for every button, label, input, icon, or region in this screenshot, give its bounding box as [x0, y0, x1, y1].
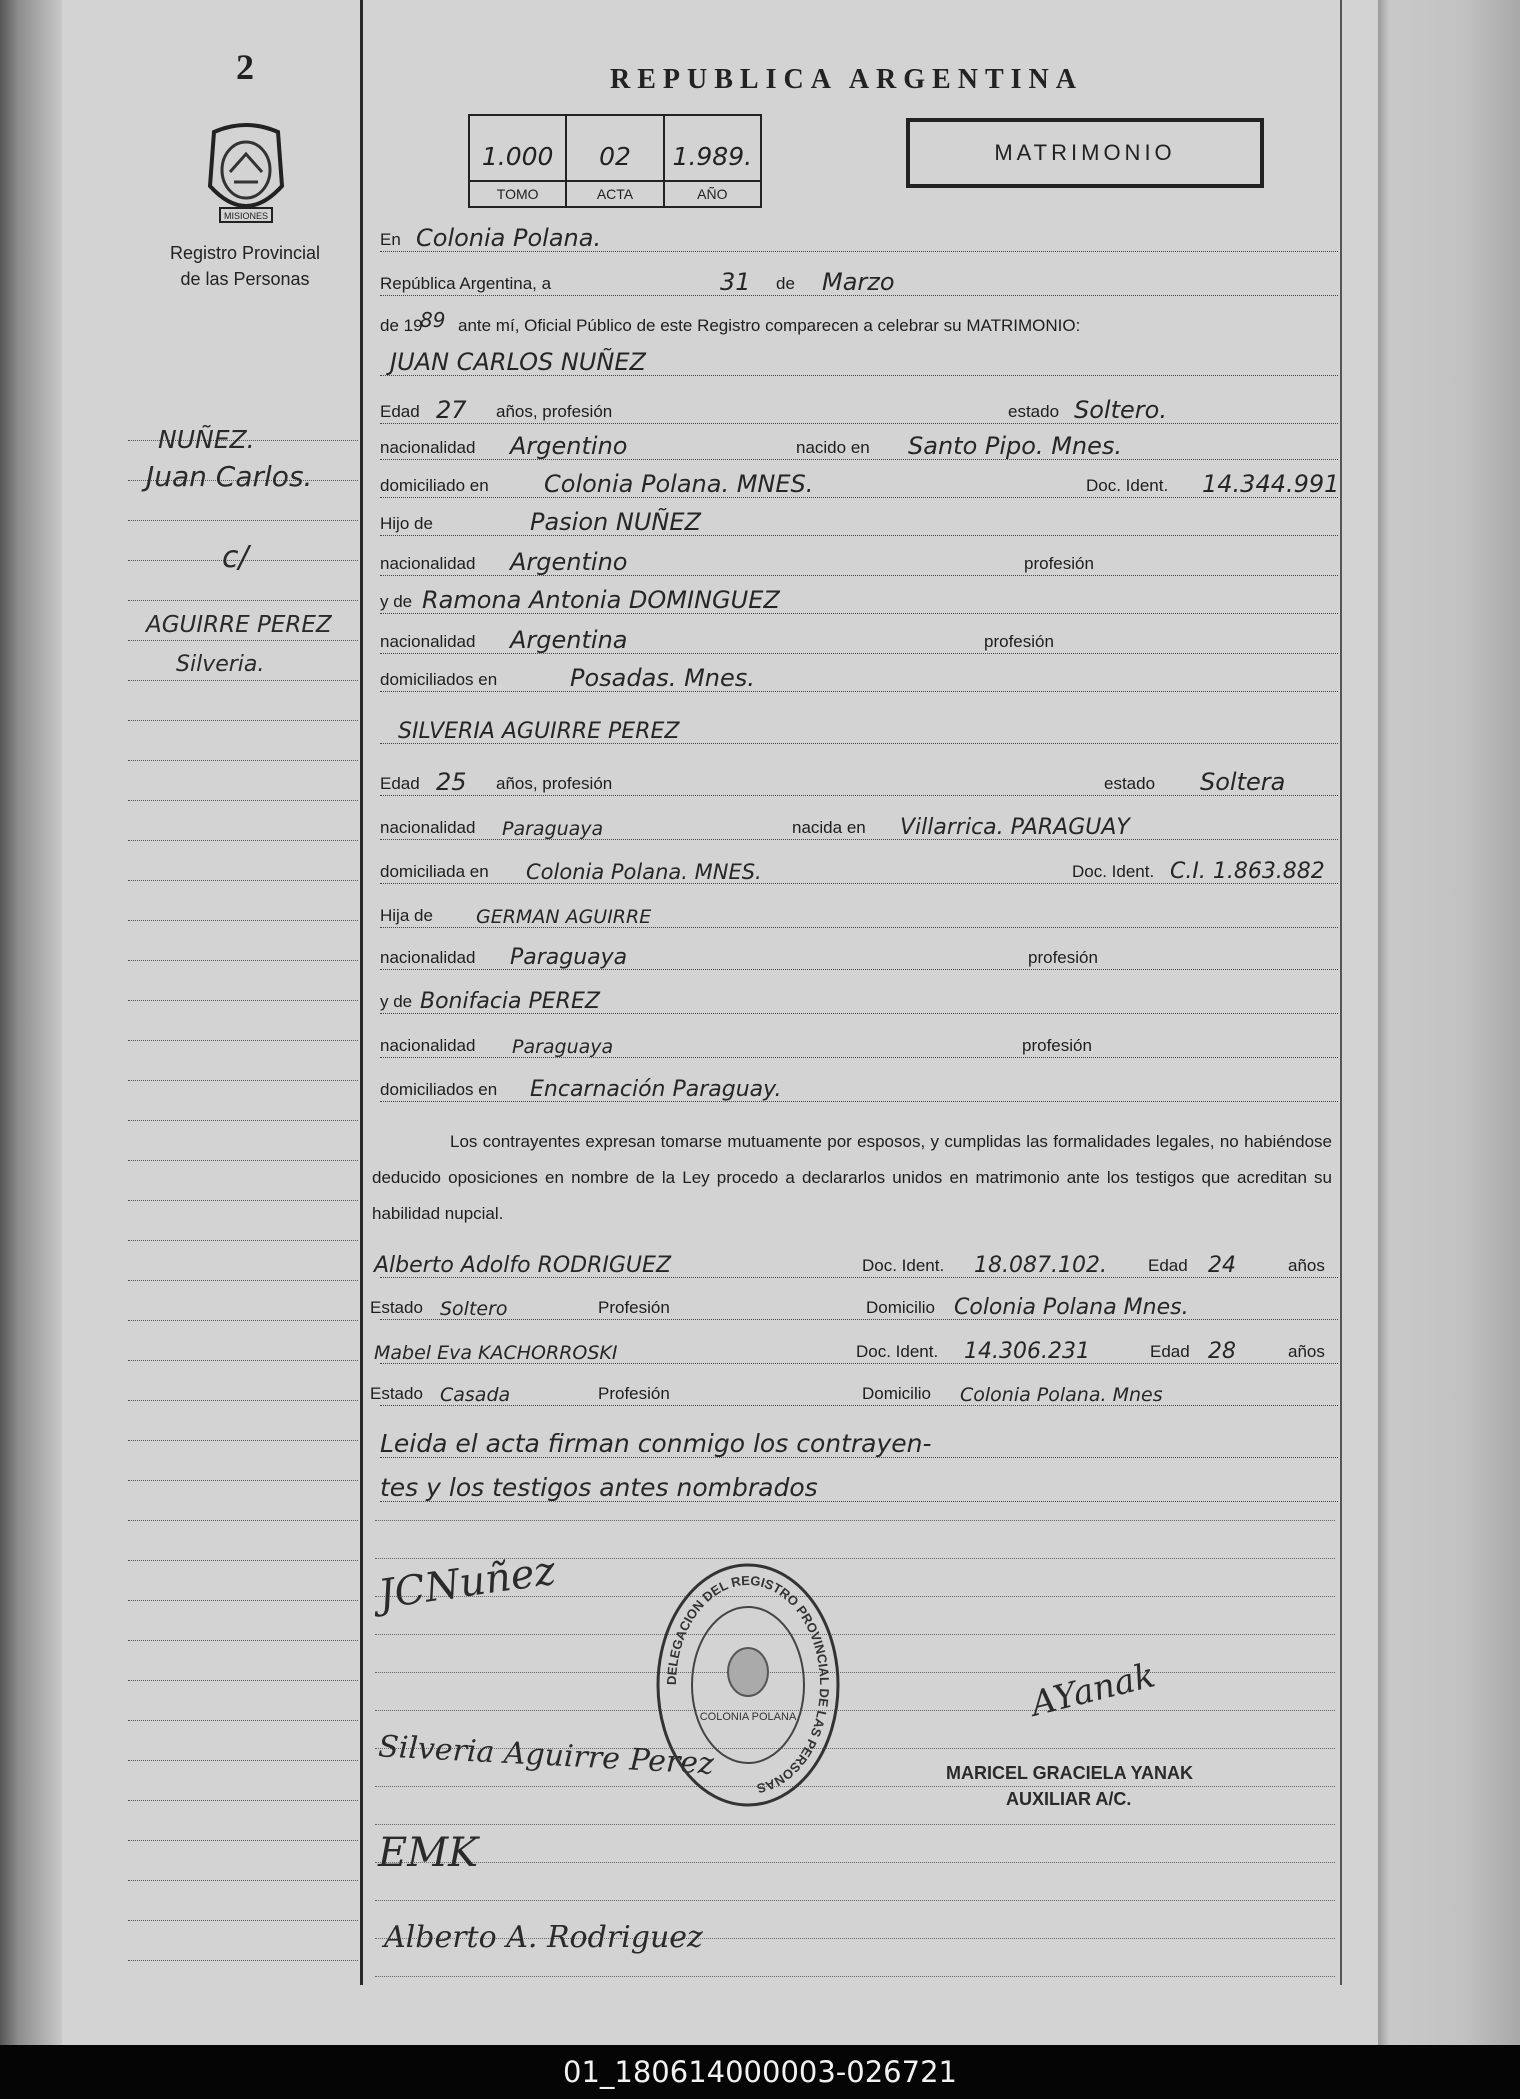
bride-nationality: Paraguaya [502, 818, 604, 840]
row-bride-mother: y de Bonifacia PEREZ [380, 982, 1338, 1020]
record-reference-box [468, 114, 762, 208]
margin-rule-line [128, 1000, 358, 1001]
margin-rule-line [128, 760, 358, 761]
margin-rule-line [128, 1800, 358, 1801]
stamp-inner-text: COLONIA POLANA [699, 1711, 797, 1723]
row-bride-name [380, 706, 1338, 750]
document-type-box: MATRIMONIO [906, 118, 1264, 188]
body-rule-line [375, 1710, 1335, 1711]
row-witness2-name: Mabel Eva KACHORROSKI Doc. Ident. 14.306.231 Edad 28 años [380, 1332, 1338, 1370]
row-groom-age: Edad 27 años, profesión estado Soltero. [380, 392, 1338, 430]
groom-document: 14.344.991 [1202, 470, 1340, 498]
row-groom-mother: y de Ramona Antonia DOMINGUEZ [380, 582, 1338, 620]
margin-rule-line [128, 1560, 358, 1561]
provincial-crest-icon [200, 122, 292, 230]
row-bride-parents-address: domiciliados en Encarnación Paraguay. [380, 1070, 1338, 1108]
margin-rule-line [128, 1920, 358, 1921]
margin-rule-line [128, 1040, 358, 1041]
bride-parents-address: Encarnación Paraguay. [530, 1077, 782, 1102]
margin-rule-line [128, 1680, 358, 1681]
declaration-paragraph: Los contrayentes expresan tomarse mutuamente por esposos, y cumplidas las formalidades legales, no habiéndose deducido oposiciones en nombre de la Ley procedo a declararlos unidos en matrimonio ante los testigos que acreditan su habilidad nupcial. [372, 1132, 1332, 1223]
margin-rule-line [128, 680, 358, 681]
margin-rule-line [128, 960, 358, 961]
signature-groom: JCNuñez [375, 1547, 559, 1619]
stamp-outer-text: DELEGACION DEL REGISTRO PROVINCIAL DE LAS PERSONAS [663, 1572, 833, 1797]
witness1-address: Colonia Polana Mnes. [954, 1295, 1189, 1320]
row-groom-parents-address: domiciliados en Posadas. Mnes. [380, 660, 1338, 698]
row-bride-nationality: nacionalidad Paraguaya nacida en Villarrica. PARAGUAY [380, 808, 1338, 846]
bride-father-nationality: Paraguaya [510, 945, 628, 970]
groom-address: Colonia Polana. MNES. [544, 470, 814, 498]
acta-cell: 02 ACTA [567, 116, 664, 206]
row-witness1-status: Estado Soltero Profesión Domicilio Colonia Polana Mnes. [380, 1288, 1338, 1326]
witness2-document: 14.306.231 [964, 1339, 1090, 1364]
margin-rule-line [128, 1080, 358, 1081]
row-witness2-status: Estado Casada Profesión Domicilio Colonia Polana. Mnes [380, 1374, 1338, 1412]
official-title: AUXILIAR A/C. [1006, 1789, 1132, 1809]
row-closing-2 [380, 1464, 1338, 1508]
row-place: En Colonia Polana. [380, 220, 1338, 258]
margin-rule-line [128, 1840, 358, 1841]
margin-rule-line [128, 1960, 358, 1961]
row-closing-1 [380, 1420, 1338, 1464]
body-rule-line [375, 1672, 1335, 1673]
margin-rule-line [128, 1880, 358, 1881]
margin-rule-line [128, 1520, 358, 1521]
witness1-document: 18.087.102. [974, 1253, 1107, 1278]
crest-text: MISIONES [223, 211, 269, 221]
bride-mother-nationality: Paraguaya [512, 1036, 614, 1058]
next-page-edge [1378, 0, 1520, 2045]
witness1-age: 24 [1208, 1253, 1236, 1278]
bride-age: 25 [436, 768, 467, 796]
registry-name: Registro Provincial de las Personas [169, 243, 321, 289]
row-bride-age: Edad 25 años, profesión estado Soltera [380, 764, 1338, 802]
official-name: MARICEL GRACIELA YANAK [946, 1763, 1194, 1783]
margin-rule-line [128, 1640, 358, 1641]
registry-stamp-icon [652, 1560, 844, 1810]
margin-conjunction: c/ [222, 540, 249, 575]
margin-rule-line [128, 840, 358, 841]
bride-name: SILVERIA AGUIRRE PEREZ [398, 719, 680, 744]
margin-rule-line [128, 1600, 358, 1601]
groom-birthplace: Santo Pipo. Mnes. [908, 432, 1123, 460]
margin-rule-line [128, 1360, 358, 1361]
row-groom-address: domiciliado en Colonia Polana. MNES. Doc. Ident. 14.344.991 [380, 470, 1340, 498]
groom-parents-address: Posadas. Mnes. [570, 664, 755, 692]
official-block [946, 1760, 1193, 1812]
body-rule-line [375, 1634, 1335, 1635]
margin-rule-line [128, 920, 358, 921]
row-witness1-name: Alberto Adolfo RODRIGUEZ Doc. Ident. 18.087.102. Edad 24 años [380, 1246, 1338, 1284]
year-value: 89 [420, 308, 446, 332]
groom-civil-status: Soltero. [1074, 396, 1167, 424]
binding-edge [0, 0, 62, 2045]
signature-witness1: Alberto A. Rodriguez [384, 1920, 703, 1955]
margin-rule-line [128, 1320, 358, 1321]
ano-cell: 1.989. AÑO [665, 116, 760, 206]
row-groom-nationality: nacionalidad Argentino nacido en Santo Pipo. Mnes. [380, 428, 1338, 466]
margin-rule-line [128, 600, 358, 601]
groom-name: JUAN CARLOS NUÑEZ [390, 348, 646, 376]
margin-rule-line [128, 520, 358, 521]
footer-code: 01_180614000003-026721 [0, 2045, 1520, 2099]
tomo-cell: 1.000 TOMO [470, 116, 567, 206]
margin-name-bride: Silveria. [176, 652, 265, 677]
groom-mother: Ramona Antonia DOMINGUEZ [422, 586, 780, 614]
body-rule-line [375, 1862, 1335, 1863]
body-rule-line [375, 1900, 1335, 1901]
day-value: 31 [720, 268, 751, 296]
bride-address: Colonia Polana. MNES. [526, 860, 762, 884]
body-rule-line [375, 1824, 1335, 1825]
margin-rule-line [128, 1480, 358, 1481]
groom-mother-nationality: Argentina [510, 626, 628, 654]
closing-line-1: Leida el acta firman conmigo los contrayen- [380, 1429, 932, 1458]
row-bride-mother-nationality: nacionalidad Paraguaya profesión [380, 1026, 1338, 1064]
signature-witness2: EMK [378, 1830, 479, 1876]
margin-divider [360, 0, 363, 1985]
row-bride-father: Hija de GERMAN AGUIRRE [380, 896, 1338, 934]
row-year: de 19 89 ante mí, Oficial Público de este Registro comparecen a celebrar su MATRIMONIO: [380, 308, 1081, 335]
body-rule-line [375, 1520, 1335, 1521]
body-rule-line [375, 1976, 1335, 1977]
witness2-age: 28 [1208, 1339, 1236, 1364]
margin-rule-line [128, 640, 358, 641]
row-date: República Argentina, a 31 de Marzo [380, 264, 1338, 302]
right-margin-line [1340, 0, 1342, 1985]
month-value: Marzo [822, 268, 895, 296]
bride-document: C.I. 1.863.882 [1170, 859, 1325, 884]
margin-rule-line [128, 1240, 358, 1241]
margin-surname-groom: NUÑEZ. [158, 425, 255, 454]
margin-rule-line [128, 1160, 358, 1161]
witness2-civil-status: Casada [440, 1384, 511, 1406]
bride-birthplace: Villarrica. PARAGUAY [900, 815, 1130, 840]
witness2-address: Colonia Polana. Mnes [960, 1384, 1163, 1406]
signature-bride: Silveria Aguirre Perez [377, 1729, 715, 1782]
signature-official: AYanak [1027, 1655, 1159, 1725]
margin-rule-line [128, 1720, 358, 1721]
witness1-civil-status: Soltero [440, 1298, 508, 1320]
bride-father: GERMAN AGUIRRE [476, 906, 652, 928]
margin-rule-line [128, 1400, 358, 1401]
row-bride-address: domiciliada en Colonia Polana. MNES. Doc. Ident. C.I. 1.863.882 [380, 852, 1338, 890]
bride-mother: Bonifacia PEREZ [420, 989, 600, 1014]
margin-rule-line [128, 1760, 358, 1761]
groom-father-nationality: Argentino [510, 548, 628, 576]
margin-rule-line [128, 1120, 358, 1121]
bride-civil-status: Soltera [1200, 768, 1286, 796]
closing-line-2: tes y los testigos antes nombrados [380, 1473, 818, 1502]
row-bride-father-nationality: nacionalidad Paraguaya profesión [380, 938, 1338, 976]
margin-name-groom: Juan Carlos. [146, 460, 313, 493]
groom-nationality: Argentino [510, 432, 628, 460]
row-groom-name [380, 340, 1338, 382]
margin-rule-line [128, 1440, 358, 1441]
margin-rule-line [128, 1280, 358, 1281]
witness2-name: Mabel Eva KACHORROSKI [374, 1342, 618, 1364]
witness1-name: Alberto Adolfo RODRIGUEZ [374, 1253, 672, 1278]
row-groom-father-nationality: nacionalidad Argentino profesión [380, 544, 1338, 582]
row-groom-father: Hijo de Pasion NUÑEZ [380, 504, 1338, 542]
margin-rule-line [128, 720, 358, 721]
margin-rule-line [128, 1200, 358, 1201]
margin-rule-line [128, 880, 358, 881]
page-number: 2 [236, 47, 254, 87]
row-groom-mother-nationality: nacionalidad Argentina profesión [380, 622, 1338, 660]
place-value: Colonia Polana. [416, 224, 602, 252]
groom-father: Pasion NUÑEZ [530, 508, 701, 536]
margin-surname-bride: AGUIRRE PEREZ [146, 612, 332, 638]
margin-rule-line [128, 800, 358, 801]
groom-age: 27 [436, 396, 467, 424]
country-title: REPUBLICA ARGENTINA [610, 64, 1083, 95]
